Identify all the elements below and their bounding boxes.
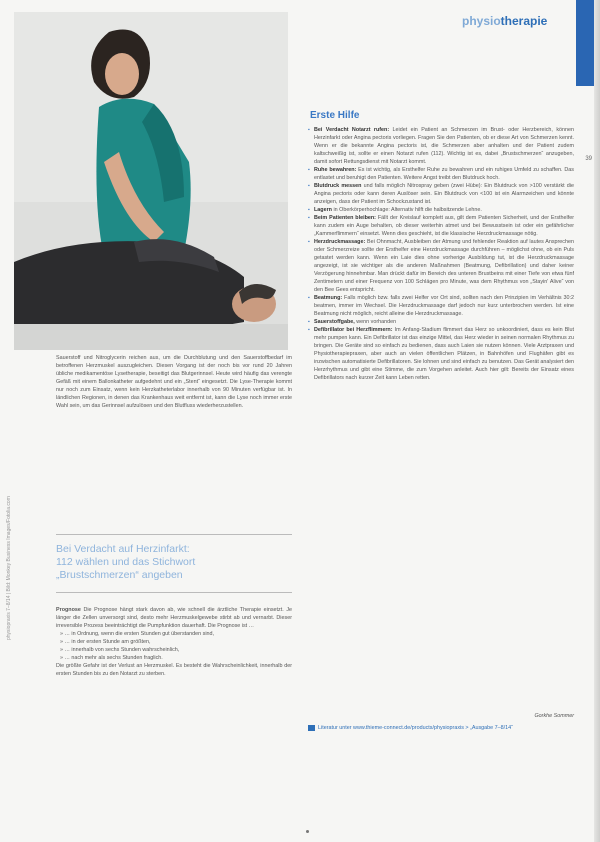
first-aid-item-text: Falls möglich bzw. falls zwei Helfer vor Ort sind, sollten nach den Prinzipien im Verhältnis 30:2 beatmen, immer im Wechsel. Die Herzdruckmassage darf jedoch nur kurz unterbrochen werden. Ist eine Beatmung nicht möglich, reicht alleine die Herzdruckmassage. xyxy=(314,295,574,317)
section-tab xyxy=(576,0,594,86)
first-aid-item xyxy=(308,326,574,382)
first-aid-item-text: in Oberkörperhochlage: Alternativ hilft die halbsitzende Lehne. xyxy=(333,207,482,213)
first-aid-item-text: Es ist wichtig, als Ersthelfer Ruhe zu bewahren und ein ruhiges Umfeld zu schaffen. Das entlastet und beruhigt den Patienten. Weitere Angst treibt den Blutdruck hoch. xyxy=(314,167,575,181)
brand-logo xyxy=(462,14,547,28)
prognose-text xyxy=(56,606,292,678)
footer-dot xyxy=(306,830,309,833)
first-aid-item xyxy=(308,166,574,182)
literature-text: Literatur unter www.thieme-connect.de/products/physiopraxis > „Ausgabe 7–8/14“ xyxy=(318,725,513,731)
photo-nurse-patient xyxy=(14,12,288,350)
vertical-credit: physiopraxis 7–8/14 | Bild: Monkey Business Images/Fotolia.com xyxy=(6,496,12,640)
signature-wrap xyxy=(460,712,574,720)
list-item: » … nach mehr als sechs Stunden fraglich. xyxy=(60,655,163,661)
literature-icon xyxy=(308,725,315,731)
first-aid-item-label: Ruhe bewahren: xyxy=(314,167,357,173)
first-aid-item xyxy=(308,206,574,214)
first-aid-item-label: Beatmung: xyxy=(314,295,343,301)
first-aid-item-label: Defibrillator bei Herzflimmern: xyxy=(314,327,393,333)
first-aid-item-label: Blutdruck messen xyxy=(314,183,362,189)
first-aid-item-label: Beim Patienten bleiben: xyxy=(314,215,376,221)
prognose-label: Prognose xyxy=(56,607,81,613)
section-title: Erste Hilfe xyxy=(310,110,360,121)
first-aid-item xyxy=(308,126,574,166)
intro-text xyxy=(56,354,292,410)
photo-illustration xyxy=(14,12,288,350)
first-aid-item-text: Fällt der Kreislauf komplett aus, gilt dem Patienten Sicherheit, und der Ersthelfer kann zudem ein Auge behalten, ob dieser weiterhin atmet und bei Bewusstsein ist oder ein gefährlicher „Kammerflimmern“ einsetzt. Wenn dies geschieht, ist die klassische Herzdruckmassage nötig. xyxy=(314,215,574,237)
signature: Gorkhe Sommer xyxy=(534,713,574,719)
scan-edge xyxy=(594,0,600,842)
callout-line-1: Bei Verdacht auf Herzinfarkt: xyxy=(56,543,190,555)
intro-paragraph: Sauerstoff und Nitroglycerin reichen aus, um die Durchblutung und den Sauerstoffbedarf im betroffenen Herzmuskel auszugleichen. Diesen Vorgang ist der noch bis vor rund 20 Jahren übliche medikamentöse Lysetherapie, beseitigt das Blutgerinnsel. Heute wird häufig das verengte Gefäß mit einem Ballonkatheter aufgedehnt und ein „Stent“ eingesetzt. Die Lyse-Therapie kommt nur noch zum Einsatz, wenn kein Herzkatheterlabor innerhalb von 90 Minuten verfügbar ist. In ländlichen Regionen, in denen das Krankenhaus weit entfernt ist, kann die Lyse noch immer erste Wahl sein, um das Gerinnsel aufzulösen und den Blutfluss wiederherzustellen. xyxy=(56,355,292,409)
first-aid-item-text: wenn vorhanden xyxy=(356,319,397,325)
callout-line-2: 112 wählen und das Stichwort xyxy=(56,556,196,568)
first-aid-item xyxy=(308,318,574,326)
first-aid-item xyxy=(308,214,574,238)
list-item: » … in Ordnung, wenn die ersten Stunden gut überstanden sind, xyxy=(60,631,215,637)
first-aid-item-text: Bei Ohnmacht, Ausbleiben der Atmung und fehlender Reaktion auf lautes Ansprechen oder Schmerzreize sollte der Ersthelfer eine Herzdruckmassage durchführen – möglichst ohne, ob ein Puls getastet werden kann. Wenn ein Laie dies ohne vorherige Ausbildung tut, ist die Herzdruckmassage angezeigt, ist sie wichtiger als die anderen Maßnahmen (Beatmung, Defibrillation) und daher keiner Verzögerung hinnehmbar. Man drückt dafür im Bereich des unteren Brustbeins mit einer Tiefe von etwa fünf Zentimetern und einer Frequenz von 100 Schlägen pro Minute, was dem Rhythmus von „Stayin' Alive“ von den Bee Gees entspricht. xyxy=(314,239,574,293)
first-aid-item xyxy=(308,294,574,318)
brand-light: physio xyxy=(462,14,501,28)
first-aid-item-label: Herzdruckmassage: xyxy=(314,239,366,245)
first-aid-item-label: Lagern xyxy=(314,207,332,213)
prognose-paragraph: Die Prognose hängt stark davon ab, wie schnell die ärztliche Therapie einsetzt. Je länger die Zellen unversorgt sind, desto mehr Herzmuskelgewebe stirbt ab und vernarbt. Dieser irreversible Prozess beeinträchtigt die Pumpfunktion dauerhaft. Die Prognose ist … xyxy=(56,607,293,629)
first-aid-item-label: Bei Verdacht Notarzt rufen: xyxy=(314,127,390,133)
closing-paragraph: Die größte Gefahr ist der Verlust an Herzmuskel. Es besteht die Wahrscheinlichkeit, innerhalb der ersten Stunden bis zu den Notarzt zu sterben. xyxy=(56,663,292,677)
first-aid-item-text: Im Anfang-Stadium flimmert das Herz so unkoordiniert, dass es kein Blut mehr pumpen kann. Ein Defibrillator ist das einzige Mittel, das Herz wieder in seinen normalen Rhythmus zu bringen. Die Geräte sind so einfach zu bedienen, dass auch Laien sie nutzen können. Viele Arztpraxen und Physiotherapiepraxen, aber auch an vielen öffentlichen Plätzen, in Bahnhöfen und Flughäfen gibt es inzwischen automatisierte Defibrillatoren. Sie lohnen und sind einfach zu benutzen. Das Gerät analysiert den Herzrhythmus und gibt eine Stimme, die zum Vorgehen anleitet. Auch hier gilt: Bereits der Einsatz eines Defibrillators nach kurzer Zeit kann Leben retten. xyxy=(314,327,574,381)
first-aid-item-text: und falls möglich Nitrospray geben (zwei Hübe): Ein Blutdruck von >100 verstärkt die Angina pectoris oder kann deren Auslöser sein. Ein Blutdruck von <100 ist ein Alarmzeichen und könnte anzeigen, dass der Patient im Schockzustand ist. xyxy=(314,183,574,205)
first-aid-item xyxy=(308,182,574,206)
page-number: 39 xyxy=(585,156,592,162)
callout-box xyxy=(56,534,292,593)
first-aid-item xyxy=(308,238,574,294)
list-item: » … innerhalb von sechs Stunden wahrscheinlich, xyxy=(60,647,180,653)
list-item: » … in der ersten Stunde am größten, xyxy=(60,639,151,645)
first-aid-list xyxy=(308,126,574,382)
literature-note xyxy=(308,724,574,732)
first-aid-item-text: Leidet ein Patient an Schmerzen im Brust- oder Herzbereich, können Herzinfarkt oder Angina pectoris vorliegen. Fragen Sie den Patienten, ob er diese Art von Schmerzen kennt. Wenn er die bekannte Angina pectoris ist, die Schmerzen aber anhalten und der Patient zudem kaltschweißig ist, sollte er einen Notarzt rufen (112). Wichtig ist es, dabei „Brustschmerzen“ anzugeben, damit sofort Rettungsdienst mit Notarzt kommt. xyxy=(314,127,574,165)
first-aid-item-label: Sauerstoffgabe, xyxy=(314,319,355,325)
callout-line-3: „Brustschmerzen“ angeben xyxy=(56,569,183,581)
brand-dark: therapie xyxy=(500,14,548,28)
